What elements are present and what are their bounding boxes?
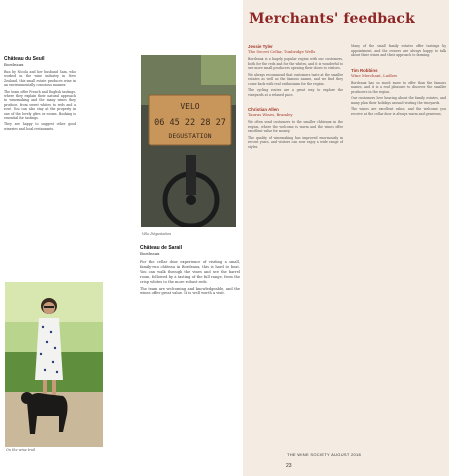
mid-article-body: [140, 260, 240, 296]
feedback-entry: [248, 107, 343, 149]
panel-title: Merchants' feedback: [249, 11, 415, 27]
page-number: 23: [286, 463, 292, 469]
paragraph: For the cellar door experience of visiting a small, family-run château in Bordeaux, this is hard to beat. You can walk through the vines and see the barrel room, followed by a tasting of the full range, from the crisp whites to the more robust reds.: [140, 260, 240, 284]
feedback-column-right: [351, 44, 446, 118]
photo-bike-sign: [141, 55, 236, 227]
footer-magazine: THE WINE SOCIETY AUGUST 2018: [287, 452, 362, 457]
photo-woman-illustration: [5, 282, 103, 447]
feedback-entry: [351, 68, 446, 117]
paragraph: The team are welcoming and knowledgeable, and the wines offer great value. It is well worth a visit.: [140, 286, 240, 296]
left-article-subtitle: Bordeaux: [4, 62, 24, 67]
caption-bike: Vélo Dégustation: [142, 232, 172, 236]
mid-article-title: Château de Sarail: [140, 245, 182, 251]
left-article-body: [4, 70, 76, 131]
left-article: [4, 56, 76, 133]
bike-sign-line1: VELO: [180, 102, 200, 111]
paragraph: Many of the small family estates offer tastings by appointment, and the owners are always happy to talk about their wines and their approach to farming.: [351, 44, 446, 57]
mid-article: [140, 245, 240, 298]
bike-sign-line3: DEGUSTATION: [168, 132, 212, 140]
caption-woman: On the wine trail: [6, 448, 36, 452]
merchant-location: Taurus Wines, Bramley: [248, 112, 293, 117]
paragraph: The team offer French and English tastings, where they explain their natural approach to winemaking and the many wines they produce, from sweet whites to reds and a rosé. You can also stay at the property in one of the lovely gîtes or rooms. Booking is essential for tastings.: [4, 89, 76, 121]
bike-illustration: [141, 55, 236, 227]
merchant-location: The Secret Cellar, Tunbridge Wells: [248, 49, 316, 54]
feedback-entry: [351, 44, 446, 58]
paragraph: Our customers love hearing about the family estates, and many plan their holidays around visiting the vineyards.: [351, 96, 446, 105]
paragraph: Bordeaux is a hugely popular region with our customers, both for the reds and for the whites, and it is wonderful to see more small producers opening their doors to visitors.: [248, 57, 343, 70]
feedback-body: [248, 57, 343, 97]
paragraph: Bordeaux has so much more to offer than the famous names, and it is a real pleasure to discover the smaller producers in the region.: [351, 80, 446, 94]
paragraph: The cycling routes are a great way to explore the vineyards at a relaxed pace.: [248, 88, 343, 97]
merchants-feedback-panel: [243, 0, 449, 476]
paragraph: We often send customers to the smaller châteaux in the region, where the welcome is warm and the wines offer excellent value for money.: [248, 120, 343, 133]
feedback-body: [351, 44, 446, 58]
photo-woman-with-dog: [5, 282, 103, 447]
bike-sign-line2: 06 45 22 28 27: [154, 118, 226, 128]
paragraph: Run by Nicola and her husband Sam, who worked in the wine industry in New Zealand, this small estate produces wine in an environmentally conscious manner.: [4, 70, 76, 88]
mid-article-subtitle: Bordeaux: [140, 251, 160, 256]
paragraph: The wines are excellent value, and the welcome you receive at the cellar door is always warm and generous.: [351, 107, 446, 116]
paragraph: They are happy to suggest other good wineries and local restaurants.: [4, 122, 76, 131]
paragraph: We always recommend that customers taste at the smaller estates as well as the famous names, and we find they come back with real enthusiasm for the region.: [248, 72, 343, 86]
feedback-body: [351, 81, 446, 117]
merchant-name: Tim Robbins: [351, 67, 378, 73]
paragraph: The quality of winemaking has improved enormously in recent years, and visitors can now enjoy a wide range of styles.: [248, 135, 343, 149]
merchant-name: Christian Allen: [248, 107, 279, 112]
left-article-title: Château du Seuil: [4, 56, 45, 62]
merchant-name: Jessie Tyler: [248, 44, 273, 49]
merchant-location: Wine Merchant, Ludlow: [351, 72, 398, 78]
feedback-body: [248, 120, 343, 149]
feedback-column-left: [248, 44, 343, 151]
feedback-entry: [248, 44, 343, 97]
